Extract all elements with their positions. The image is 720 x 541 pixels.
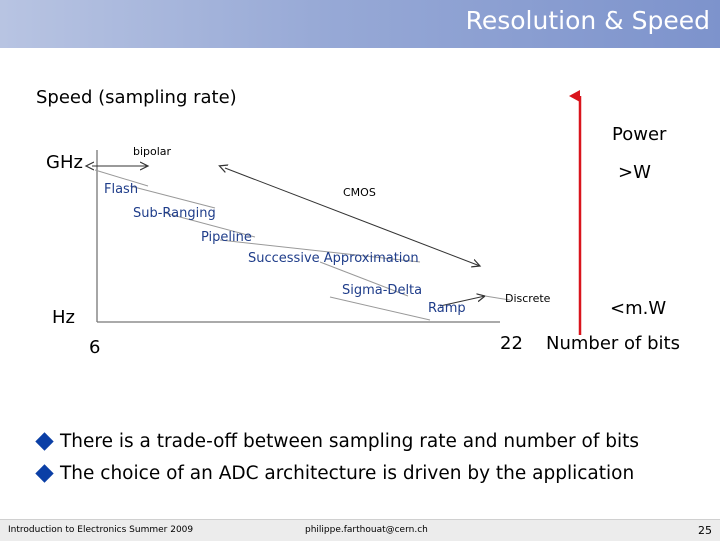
slide-footer xyxy=(0,519,720,541)
architecture-sub-ranging: Sub-Ranging xyxy=(133,206,216,221)
discrete-label: Discrete xyxy=(505,292,551,305)
page-number: 25 xyxy=(698,524,712,537)
diamond-bullet-icon xyxy=(35,464,53,482)
y-low-label: Hz xyxy=(52,307,75,328)
bullet-text: The choice of an ADC architecture is driven by the application xyxy=(60,462,635,484)
slide-title: Resolution & Speed xyxy=(465,6,710,35)
diamond-bullet-icon xyxy=(35,432,53,450)
x-high-label: 22 xyxy=(500,333,523,354)
footer-email: philippe.farthouat@cern.ch xyxy=(305,525,428,535)
staircase-line-5 xyxy=(330,297,430,320)
bullet-list xyxy=(35,425,639,489)
architecture-flash: Flash xyxy=(104,182,139,197)
x-low-label: 6 xyxy=(89,337,101,358)
bipolar-label: bipolar xyxy=(133,145,172,158)
bullet-item xyxy=(35,425,639,457)
architecture-ramp: Ramp xyxy=(428,301,466,316)
bullet-item xyxy=(35,457,639,489)
bullet-text: There is a trade-off between sampling rate and number of bits xyxy=(60,430,639,452)
staircase-line-1 xyxy=(130,186,215,208)
y-high-label: GHz xyxy=(46,152,83,173)
power-low-label: <m.W xyxy=(610,298,667,319)
power-high-label: >W xyxy=(618,162,651,183)
architecture-successive-approximation: Successive Approximation xyxy=(248,251,419,266)
footer-course: Introduction to Electronics Summer 2009 xyxy=(8,525,194,535)
y-axis-label: Speed (sampling rate) xyxy=(36,87,237,108)
architecture-pipeline: Pipeline xyxy=(201,230,252,245)
x-axis-label: Number of bits xyxy=(546,333,680,354)
power-label: Power xyxy=(612,124,667,145)
architecture-sigma-delta: Sigma-Delta xyxy=(342,283,423,298)
cmos-label: CMOS xyxy=(343,186,376,199)
